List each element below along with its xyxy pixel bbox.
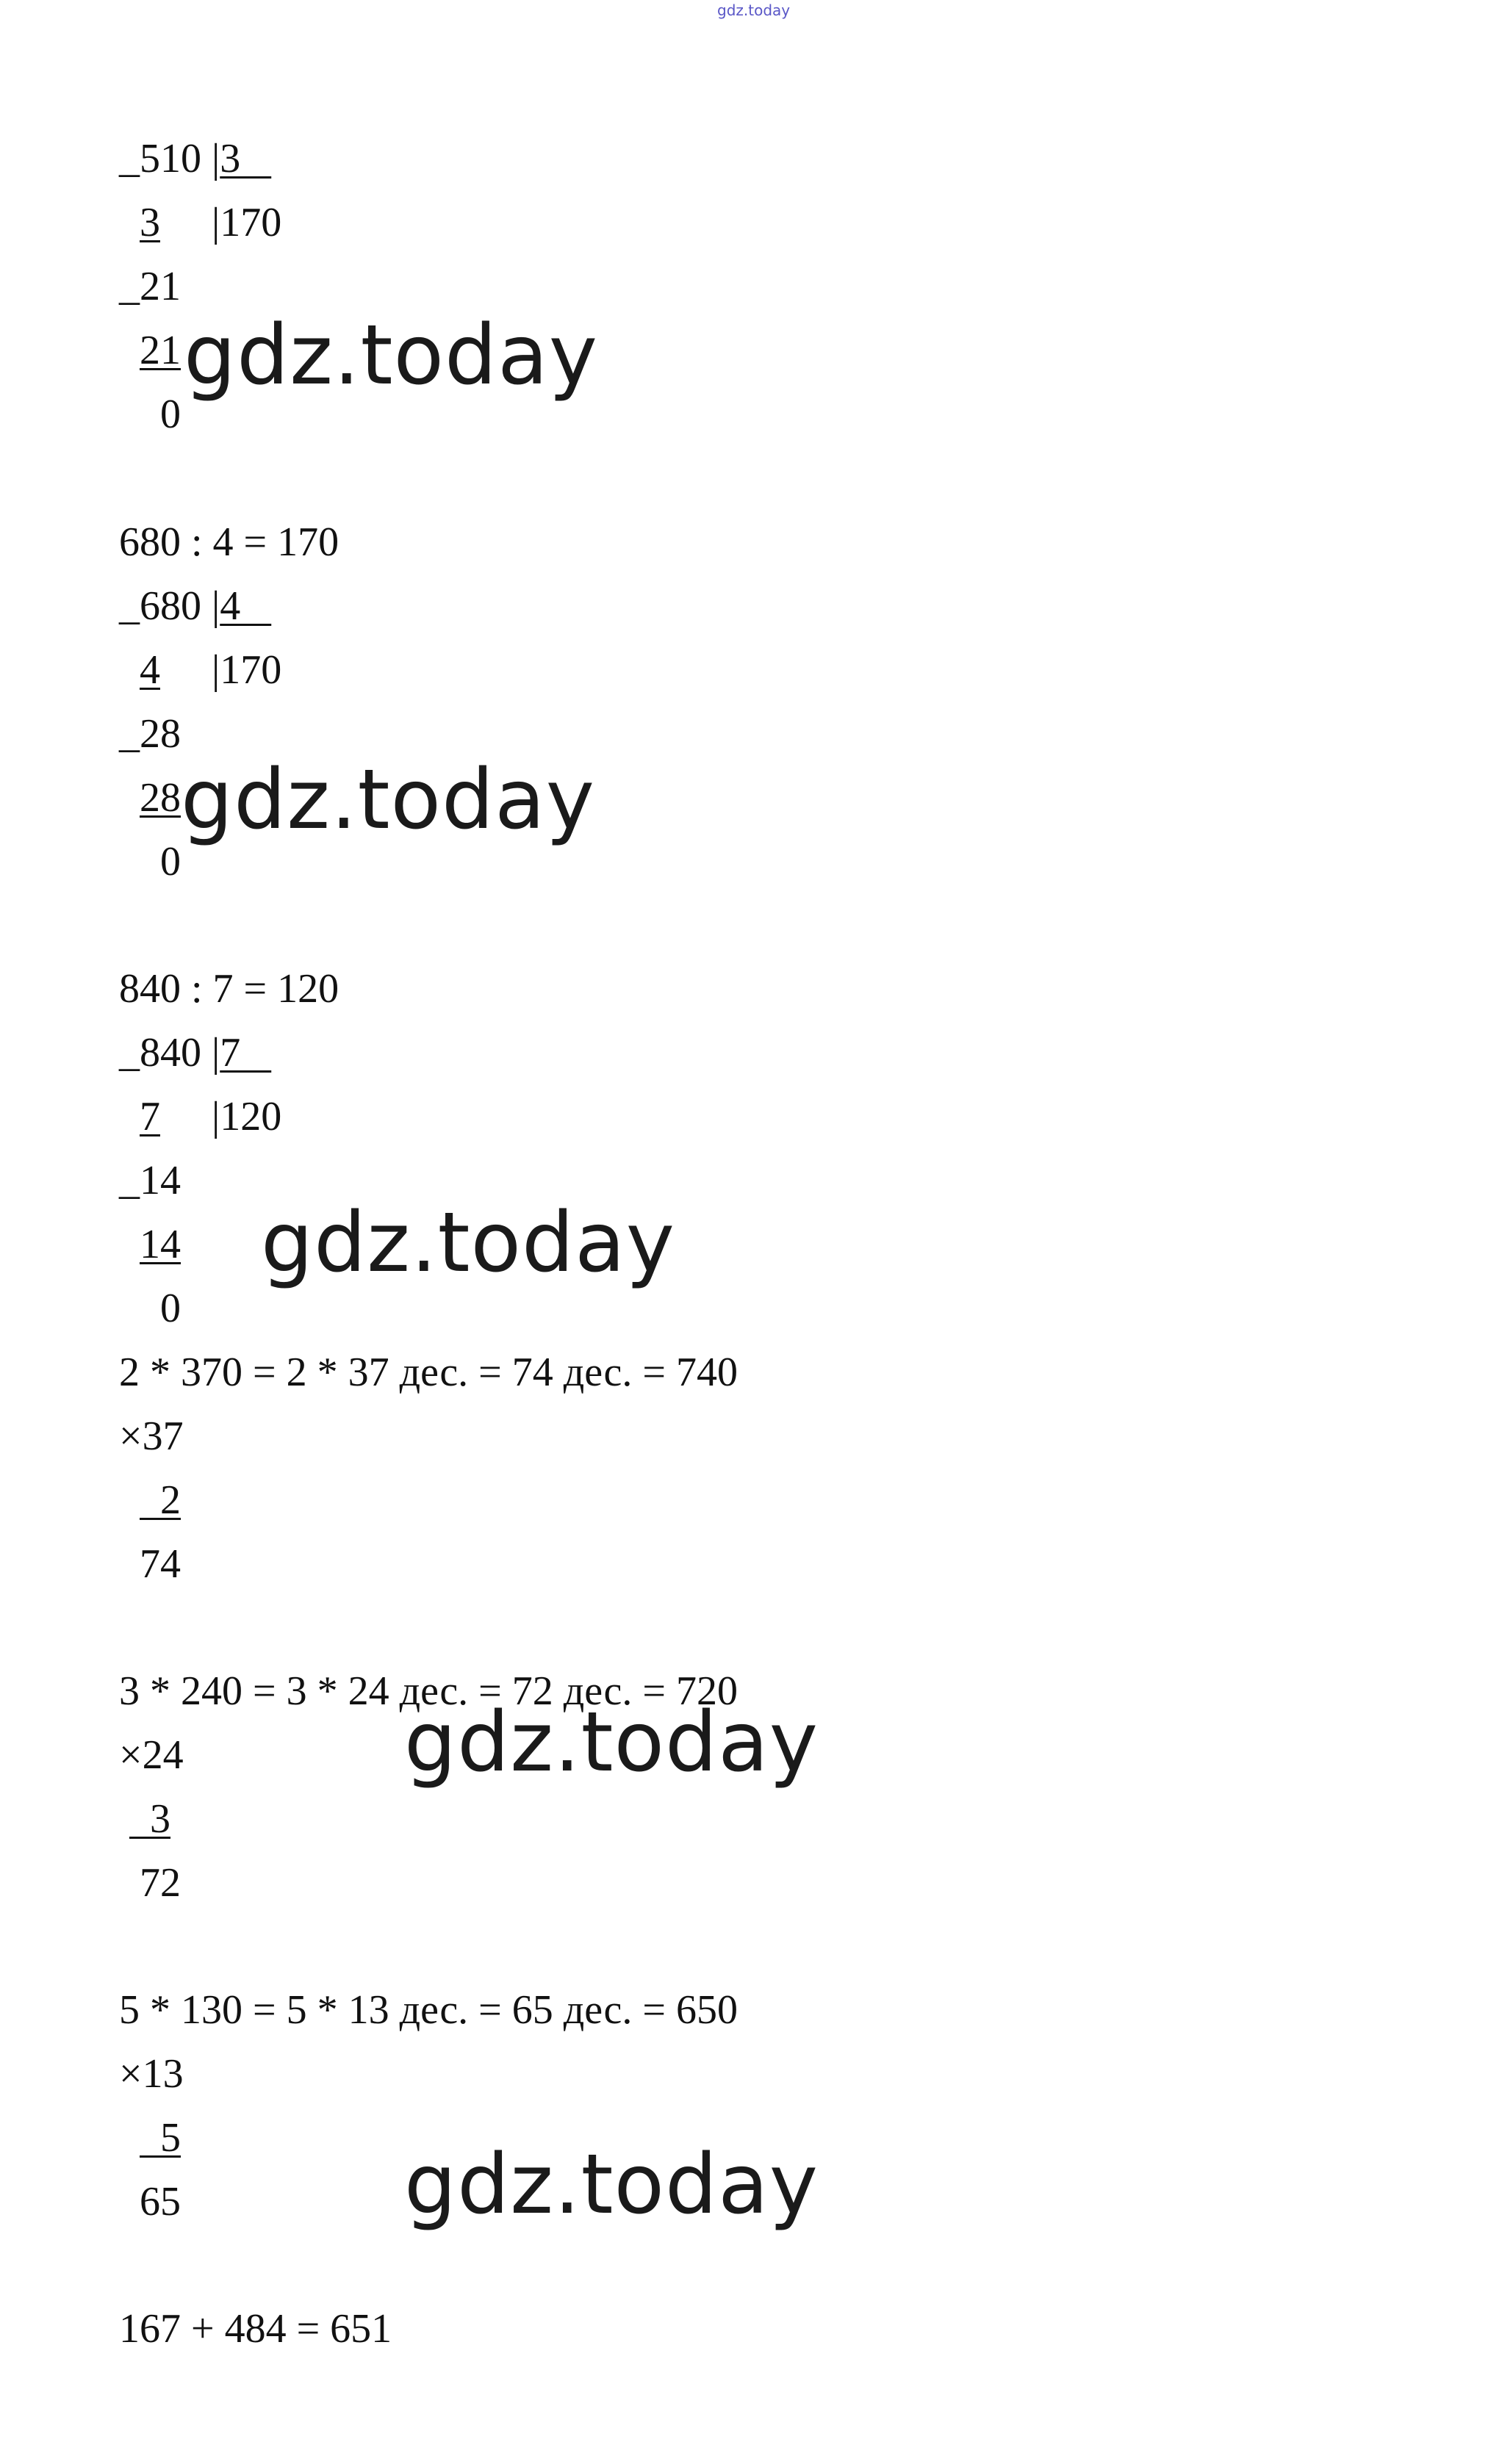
mul1-line2	[140, 1477, 181, 1523]
subtrahend: 21	[140, 328, 181, 373]
div3-line2	[140, 1096, 281, 1137]
mul3-line1: ×13	[119, 2051, 184, 2097]
div2-equation: 680 : 4 = 170	[119, 519, 339, 565]
div2-line2	[140, 649, 281, 691]
quotient: |120	[212, 1094, 282, 1139]
mul2-line1: ×24	[119, 1732, 184, 1778]
subtrahend: 7	[140, 1094, 160, 1139]
subtrahend: 28	[140, 775, 181, 821]
minus-sign: _	[119, 1030, 140, 1076]
dividend: 680 |	[140, 583, 220, 629]
divisor: 7	[220, 1030, 272, 1076]
div1-line3: _21	[119, 264, 181, 309]
watermark-3: gdz.today	[261, 1195, 676, 1291]
div1-line4	[140, 330, 181, 371]
subtrahend: 3	[140, 200, 160, 245]
div3-line1	[119, 1030, 272, 1076]
div2-line1	[119, 583, 272, 629]
div3-remainder: 0	[160, 1286, 181, 1331]
quotient: |170	[212, 647, 282, 693]
div1-remainder: 0	[160, 392, 181, 437]
mul2-result: 72	[140, 1860, 181, 1906]
multiplier: 2	[140, 1477, 181, 1523]
watermark-1: gdz.today	[184, 308, 599, 403]
mul3-equation: 5 * 130 = 5 * 13 дес. = 65 дес. = 650	[119, 1987, 738, 2033]
div2-remainder: 0	[160, 839, 181, 885]
mul1-line1: ×37	[119, 1413, 184, 1459]
mul3-line2	[140, 2115, 181, 2161]
minus-sign: _	[119, 583, 140, 629]
multiplier: 5	[140, 2115, 181, 2161]
mul1-equation: 2 * 370 = 2 * 37 дес. = 74 дес. = 740	[119, 1350, 738, 1395]
mul2-equation: 3 * 240 = 3 * 24 дес. = 72 дес. = 720	[119, 1668, 738, 1714]
div3-line3: _14	[119, 1158, 181, 1203]
mul3-result: 65	[140, 2179, 181, 2225]
subtrahend: 4	[140, 647, 160, 693]
watermark-2: gdz.today	[181, 752, 596, 848]
minus-sign: _	[119, 136, 140, 181]
div3-equation: 840 : 7 = 120	[119, 966, 339, 1012]
div1-line2	[140, 202, 281, 243]
multiplier: 3	[129, 1796, 170, 1842]
watermark-5: gdz.today	[404, 2137, 819, 2233]
dividend: 840 |	[140, 1030, 220, 1076]
add1-equation: 167 + 484 = 651	[119, 2306, 392, 2352]
div2-line3: _28	[119, 711, 181, 757]
mul2-line2	[129, 1798, 170, 1840]
div1-line1	[119, 138, 271, 179]
divisor: 4	[220, 583, 272, 629]
div2-line4	[140, 775, 181, 821]
quotient: |170	[212, 200, 282, 245]
subtrahend: 14	[140, 1222, 181, 1267]
div3-line4	[140, 1224, 181, 1265]
top-watermark: gdz.today	[717, 1, 791, 19]
watermark-4: gdz.today	[404, 1695, 819, 1790]
divisor: 3	[220, 136, 272, 181]
dividend: 510 |	[140, 136, 220, 181]
mul1-result: 74	[140, 1541, 181, 1587]
